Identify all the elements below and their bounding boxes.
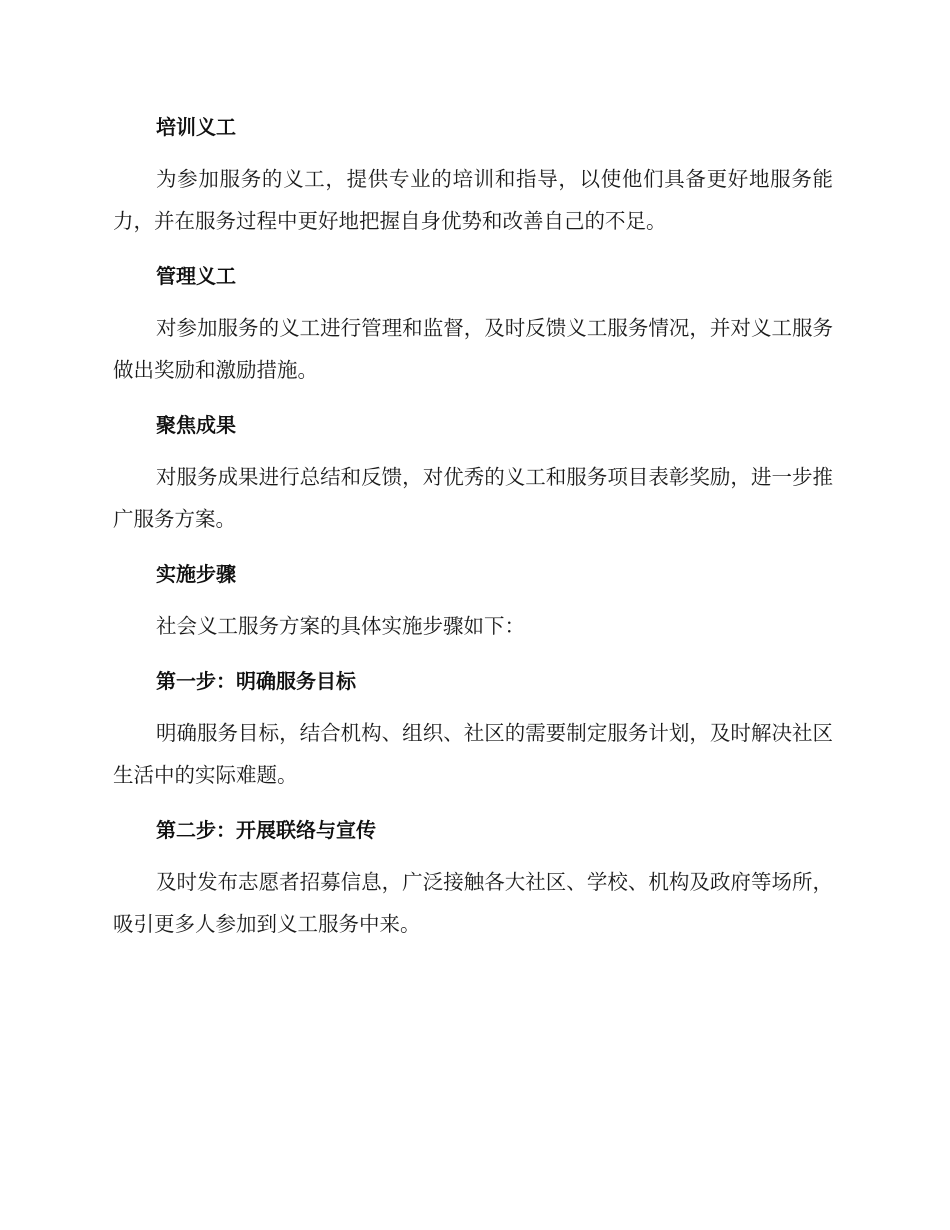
section-body-steps: 社会义工服务方案的具体实施步骤如下： [156,614,525,638]
section-heading-steps: 实施步骤 [156,562,236,586]
document-page [113,110,833,945]
section-heading-step-two: 第二步：开展联络与宣传 [156,818,376,842]
section-body-step-two: 及时发布志愿者招募信息，广泛接触各大社区、学校、机构及政府等场所，吸引更多人参加到义工服务中来。 [113,870,833,936]
section-body-management: 对参加服务的义工进行管理和监督，及时反馈义工服务情况，并对义工服务做出奖励和激励措施。 [113,316,833,382]
section-body-step-one: 明确服务目标，结合机构、组织、社区的需要制定服务计划，及时解决社区生活中的实际难题。 [113,721,833,787]
section-body-results: 对服务成果进行总结和反馈，对优秀的义工和服务项目表彰奖励，进一步推广服务方案。 [113,465,833,531]
section-heading-results: 聚焦成果 [156,413,236,437]
section-heading-management: 管理义工 [156,264,236,288]
section-heading-training: 培训义工 [156,115,236,139]
section-heading-step-one: 第一步：明确服务目标 [156,669,356,693]
section-body-training: 为参加服务的义工，提供专业的培训和指导，以使他们具备更好地服务能力，并在服务过程中更好地把握自身优势和改善自己的不足。 [113,167,833,233]
